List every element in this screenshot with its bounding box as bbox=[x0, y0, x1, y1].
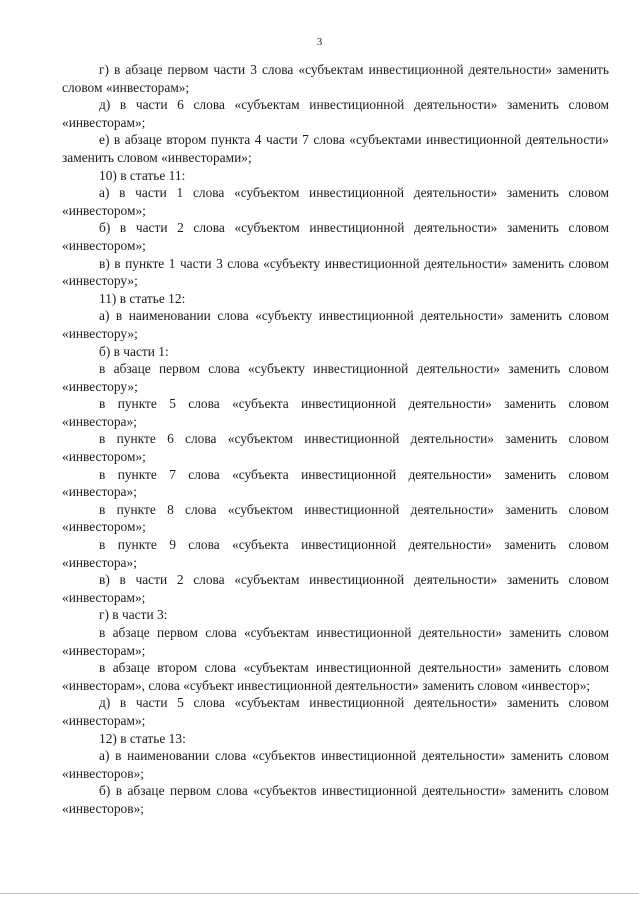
paragraph: а) в наименовании слова «субъектов инвестиционной деятельности» заменить словом «инвесторов»; bbox=[62, 748, 609, 781]
document-body bbox=[62, 61, 609, 818]
paragraph: б) в части 2 слова «субъектом инвестиционной деятельности» заменить словом «инвестором»; bbox=[62, 220, 609, 253]
paragraph: 10) в статье 11: bbox=[99, 167, 186, 183]
paragraph: в) в части 2 слова «субъектам инвестиционной деятельности» заменить словом «инвесторам»; bbox=[62, 572, 609, 605]
paragraph: б) в абзаце первом слова «субъектов инвестиционной деятельности» заменить словом «инвесторов»; bbox=[62, 783, 609, 816]
paragraph: 12) в статье 13: bbox=[99, 730, 186, 746]
paragraph: в абзаце втором слова «субъектам инвестиционной деятельности» заменить словом «инвесторам», слова «субъект инвестиционной деятельности» заменить словом «инвестор»; bbox=[62, 660, 609, 693]
paragraph: г) в части 3: bbox=[99, 607, 168, 623]
page-number: 3 bbox=[316, 36, 323, 48]
paragraph: в пункте 5 слова «субъекта инвестиционной деятельности» заменить словом «инвестора»; bbox=[62, 396, 609, 429]
paragraph: а) в наименовании слова «субъекту инвестиционной деятельности» заменить словом «инвестору»; bbox=[62, 308, 609, 341]
paragraph: а) в части 1 слова «субъектом инвестиционной деятельности» заменить словом «инвестором»; bbox=[62, 185, 609, 218]
paragraph: в пункте 9 слова «субъекта инвестиционной деятельности» заменить словом «инвестора»; bbox=[62, 537, 609, 570]
paragraph: д) в части 5 слова «субъектам инвестиционной деятельности» заменить словом «инвесторам»; bbox=[62, 695, 609, 728]
paragraph: в пункте 6 слова «субъектом инвестиционной деятельности» заменить словом «инвестором»; bbox=[62, 431, 609, 465]
page-bottom-edge bbox=[0, 893, 639, 894]
paragraph: б) в части 1: bbox=[99, 343, 169, 359]
paragraph: 11) в статье 12: bbox=[99, 290, 186, 306]
paragraph: г) в абзаце первом части 3 слова «субъектам инвестиционной деятельности» заменить словом «инвесторам»; bbox=[62, 62, 609, 95]
paragraph: в пункте 7 слова «субъекта инвестиционной деятельности» заменить словом «инвестора»; bbox=[62, 466, 609, 500]
paragraph: в абзаце первом слова «субъекту инвестиционной деятельности» заменить словом «инвестору»; bbox=[62, 361, 609, 394]
paragraph: в пункте 8 слова «субъектом инвестиционной деятельности» заменить словом «инвестором»; bbox=[62, 501, 609, 535]
paragraph: в абзаце первом слова «субъектам инвестиционной деятельности» заменить словом «инвесторам»; bbox=[62, 625, 609, 658]
paragraph: д) в части 6 слова «субъектам инвестиционной деятельности» заменить словом «инвесторам»; bbox=[62, 97, 609, 130]
paragraph: в) в пункте 1 части 3 слова «субъекту инвестиционной деятельности» заменить словом «инвестору»; bbox=[62, 255, 609, 289]
paragraph: е) в абзаце втором пункта 4 части 7 слова «субъектами инвестиционной деятельности» заменить словом «инвесторами»; bbox=[62, 132, 609, 165]
